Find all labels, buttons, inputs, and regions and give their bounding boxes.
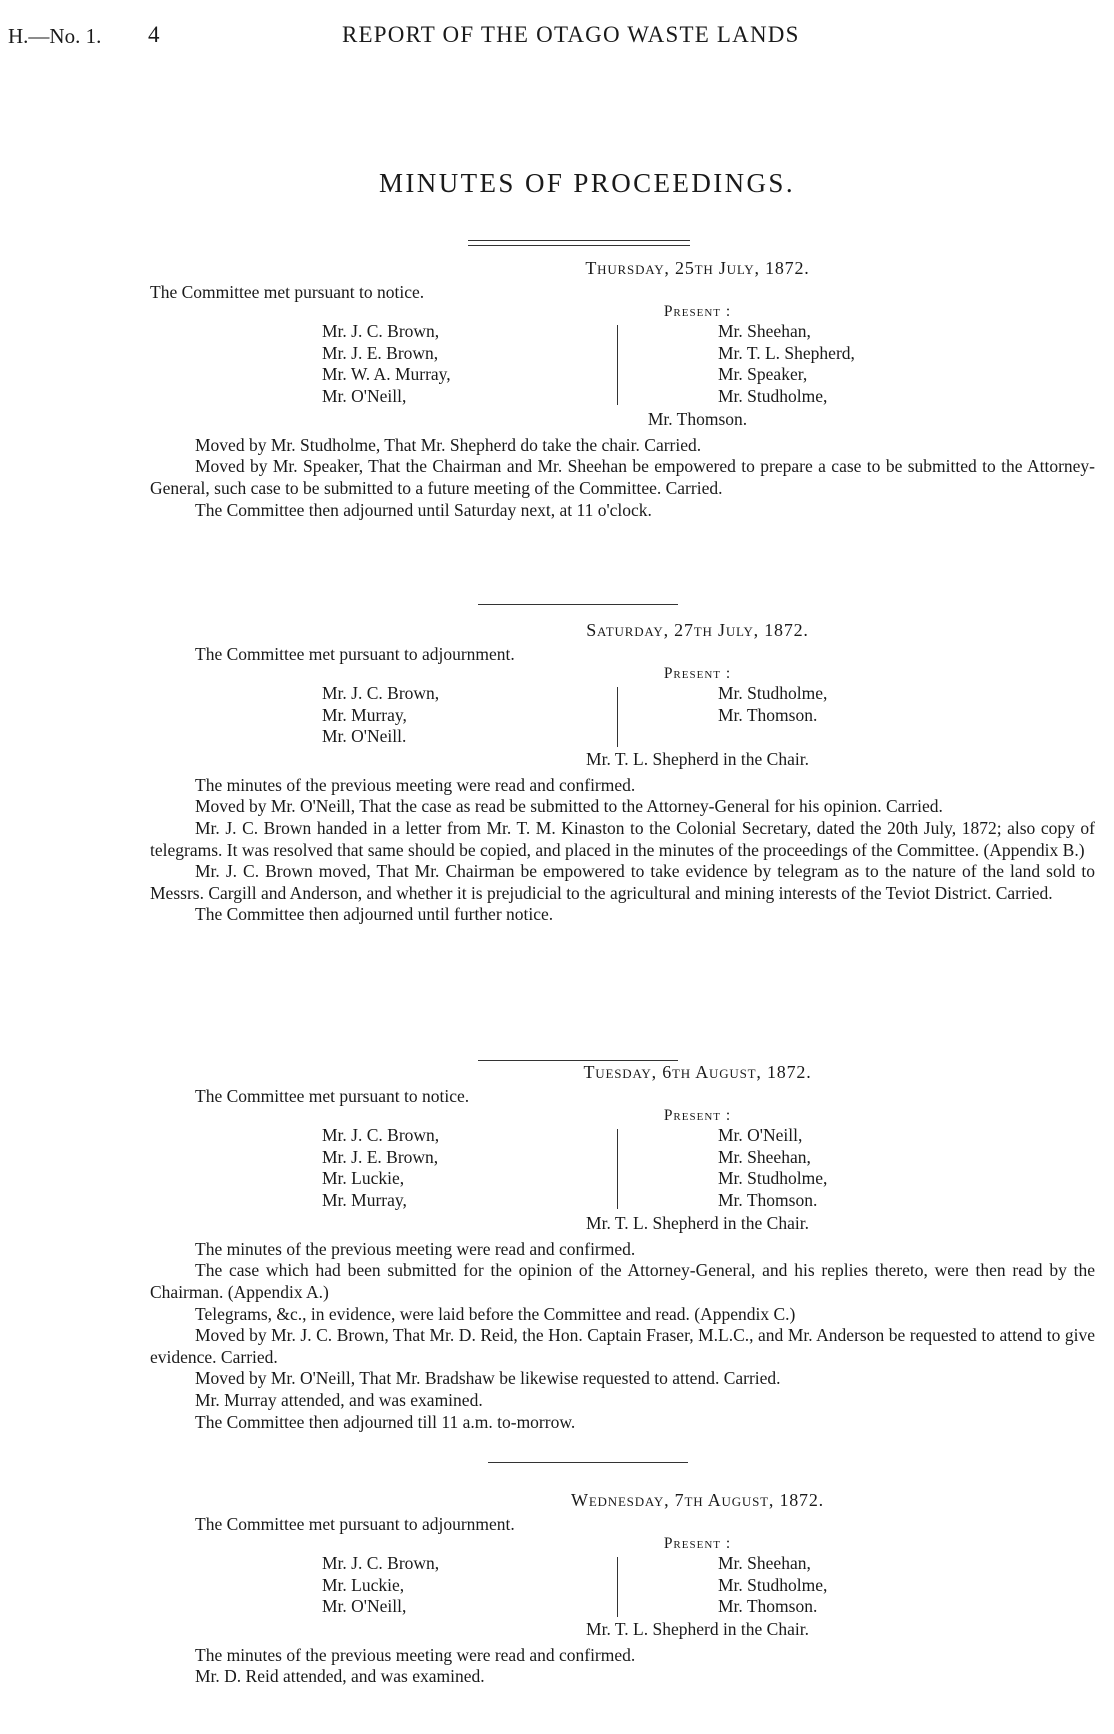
minute-paragraph: Moved by Mr. J. C. Brown, That Mr. D. Reid, the Hon. Captain Fraser, M.L.C., and Mr. Anderson be requested to attend to give evidence. Carried. xyxy=(150,1325,1095,1367)
member-name: Mr. J. C. Brown, xyxy=(322,1125,440,1146)
present-label: Present : xyxy=(663,1535,732,1553)
members-list xyxy=(150,321,1095,407)
members-left-column xyxy=(322,683,439,748)
chair-line: Mr. T. L. Shepherd in the Chair. xyxy=(586,1213,809,1234)
minute-paragraph: The case which had been submitted for the opinion of the Attorney-General, and his replies thereto, were then read by the Chairman. (Appendix A.) xyxy=(150,1260,1095,1302)
member-name: Mr. Thomson. xyxy=(718,1189,818,1210)
members-right-column xyxy=(718,321,855,407)
member-name: Mr. O'Neill, xyxy=(322,1596,407,1617)
minute-paragraph: Moved by Mr. Studholme, That Mr. Shepherd do take the chair. Carried. xyxy=(195,434,702,455)
member-name: Mr. O'Neill. xyxy=(322,726,407,747)
members-left-column xyxy=(322,1553,439,1618)
minute-paragraph: Mr. J. C. Brown moved, That Mr. Chairman be empowered to take evidence by telegram as to the nature of the land sold to Messrs. Cargill and Anderson, and whether it is prejudicial to the agricultural and mining interests of the Teviot District. Carried. xyxy=(150,861,1095,903)
chair-line: Mr. Thomson. xyxy=(647,409,748,430)
present-label: Present : xyxy=(663,303,732,321)
members-right-column xyxy=(718,1125,827,1211)
meeting-entry xyxy=(150,620,1095,926)
minute-paragraph: Telegrams, &c., in evidence, were laid before the Committee and read. (Appendix C.) xyxy=(195,1303,796,1324)
member-name: Mr. Studholme, xyxy=(718,1168,828,1189)
member-name: Mr. J. E. Brown, xyxy=(322,342,439,363)
page-title: MINUTES OF PROCEEDINGS. xyxy=(379,168,795,198)
meeting-opening: The Committee met pursuant to notice. xyxy=(195,1085,470,1106)
meeting-date: Tuesday, 6th August, 1872. xyxy=(583,1062,812,1082)
member-name: Mr. Murray, xyxy=(322,704,407,725)
member-name: Mr. Sheehan, xyxy=(718,321,811,342)
meeting-entry xyxy=(150,1490,1095,1688)
member-name: Mr. Speaker, xyxy=(718,364,808,385)
members-right-column xyxy=(718,1553,827,1618)
member-name: Mr. J. C. Brown, xyxy=(322,1553,440,1574)
meeting-entry xyxy=(150,1062,1095,1433)
minute-paragraph: The minutes of the previous meeting were read and confirmed. xyxy=(195,1238,636,1259)
members-left-column xyxy=(322,321,451,407)
member-name: Mr. Luckie, xyxy=(322,1574,405,1595)
member-name: Mr. Murray, xyxy=(322,1189,407,1210)
member-name: Mr. Studholme, xyxy=(718,385,828,406)
member-name: Mr. Luckie, xyxy=(322,1168,405,1189)
present-label: Present : xyxy=(663,1107,732,1125)
member-name: Mr. J. E. Brown, xyxy=(322,1146,439,1167)
member-name: Mr. W. A. Murray, xyxy=(322,364,451,385)
member-name: Mr. Studholme, xyxy=(718,1574,828,1595)
meeting-date: Wednesday, 7th August, 1872. xyxy=(571,1490,824,1510)
members-list xyxy=(150,1125,1095,1211)
section-divider xyxy=(478,604,678,605)
members-left-column xyxy=(322,1125,439,1211)
minute-paragraph: The Committee then adjourned until Saturday next, at 11 o'clock. xyxy=(195,499,652,520)
meeting-opening: The Committee met pursuant to adjournment. xyxy=(195,643,515,664)
member-name: Mr. J. C. Brown, xyxy=(322,321,440,342)
member-name: Mr. Thomson. xyxy=(718,1596,818,1617)
minute-paragraph: The minutes of the previous meeting were read and confirmed. xyxy=(195,1644,636,1665)
title-double-rule xyxy=(468,240,690,246)
minute-paragraph: Moved by Mr. Speaker, That the Chairman and Mr. Sheehan be empowered to prepare a case to be submitted to the Attorney-General, such case to be submitted to a future meeting of the Committee. Carried. xyxy=(150,456,1095,498)
page-number: 4 xyxy=(148,22,160,47)
meeting-opening: The Committee met pursuant to notice. xyxy=(150,281,425,302)
members-divider xyxy=(617,687,618,747)
section-divider xyxy=(488,1462,688,1463)
minute-paragraph: Moved by Mr. O'Neill, That the case as read be submitted to the Attorney-General for his opinion. Carried. xyxy=(195,796,943,817)
members-right-column xyxy=(718,683,827,726)
present-label: Present : xyxy=(663,665,732,683)
members-divider xyxy=(617,325,618,405)
member-name: Mr. Thomson. xyxy=(718,704,818,725)
minute-paragraph: Mr. Murray attended, and was examined. xyxy=(195,1389,483,1410)
member-name: Mr. O'Neill, xyxy=(322,385,407,406)
meeting-entry xyxy=(150,258,1095,521)
document-reference: H.—No. 1. xyxy=(8,24,102,48)
members-list xyxy=(150,1553,1095,1617)
member-name: Mr. T. L. Shepherd, xyxy=(718,342,855,363)
member-name: Mr. J. C. Brown, xyxy=(322,683,440,704)
meeting-opening: The Committee met pursuant to adjournment. xyxy=(195,1513,515,1534)
minute-paragraph: Mr. J. C. Brown handed in a letter from Mr. T. M. Kinaston to the Colonial Secretary, dated the 20th July, 1872; also copy of telegrams. It was resolved that same should be copied, and placed in the minutes of the proceedings of the Committee. (Appendix B.) xyxy=(150,817,1095,860)
members-divider xyxy=(617,1129,618,1209)
minute-paragraph: Mr. D. Reid attended, and was examined. xyxy=(195,1666,485,1687)
minute-paragraph: Moved by Mr. O'Neill, That Mr. Bradshaw be likewise requested to attend. Carried. xyxy=(195,1368,781,1389)
minute-paragraph: The Committee then adjourned until further notice. xyxy=(195,904,554,925)
member-name: Mr. Sheehan, xyxy=(718,1146,811,1167)
meeting-date: Thursday, 25th July, 1872. xyxy=(585,258,810,278)
section-divider xyxy=(478,1060,678,1061)
member-name: Mr. Sheehan, xyxy=(718,1553,811,1574)
chair-line: Mr. T. L. Shepherd in the Chair. xyxy=(586,1619,809,1640)
running-title: REPORT OF THE OTAGO WASTE LANDS xyxy=(342,22,800,47)
members-list xyxy=(150,683,1095,747)
chair-line: Mr. T. L. Shepherd in the Chair. xyxy=(586,749,809,770)
members-divider xyxy=(617,1557,618,1617)
member-name: Mr. Studholme, xyxy=(718,683,828,704)
meeting-date: Saturday, 27th July, 1872. xyxy=(586,620,809,640)
minute-paragraph: The minutes of the previous meeting were read and confirmed. xyxy=(195,774,636,795)
minute-paragraph: The Committee then adjourned till 11 a.m. to-morrow. xyxy=(195,1411,576,1432)
member-name: Mr. O'Neill, xyxy=(718,1125,803,1146)
